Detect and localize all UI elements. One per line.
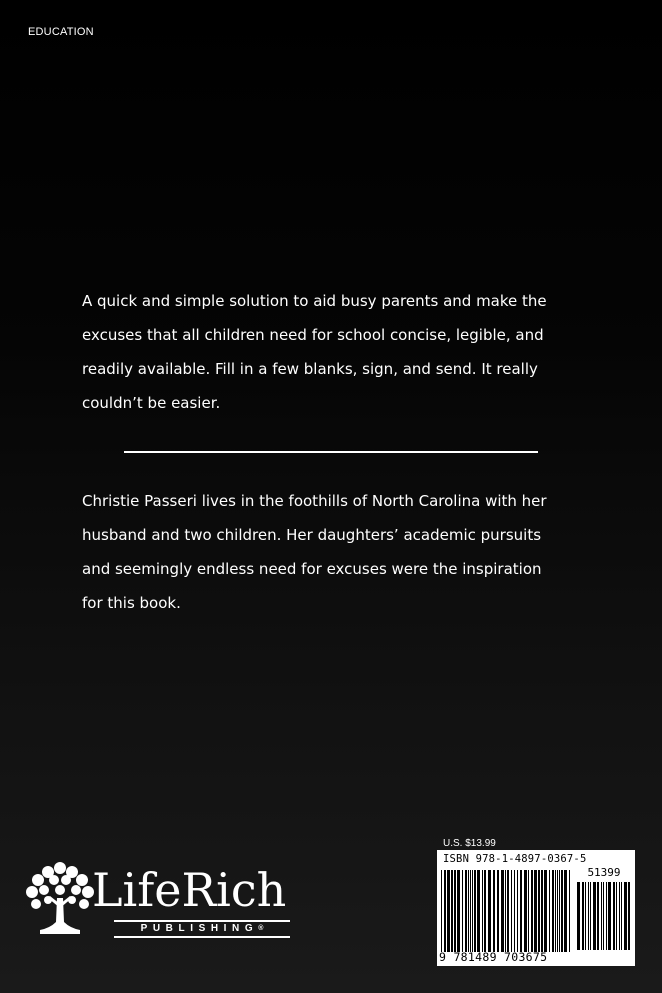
- isbn-barcode: [437, 850, 635, 966]
- barcode-bar: [561, 870, 563, 952]
- barcode-bar: [468, 870, 469, 952]
- barcode-bar: [501, 870, 504, 952]
- barcode-bar: [606, 882, 607, 950]
- barcode-bar: [514, 870, 515, 952]
- barcode-bar: [447, 870, 450, 952]
- barcode-bar: [597, 882, 599, 950]
- barcode-bar: [465, 870, 467, 952]
- barcode-bar: [462, 870, 463, 952]
- barcode-bar: [474, 870, 476, 952]
- tree-icon: [22, 858, 98, 944]
- barcode-bar: [621, 882, 622, 950]
- barcode-bar: [470, 870, 471, 952]
- barcode-bar: [482, 870, 483, 952]
- barcode-bar: [616, 882, 617, 950]
- publisher-tagline: [114, 920, 290, 938]
- barcode-bar: [531, 870, 533, 952]
- barcode-bar: [497, 870, 499, 952]
- ean-bars: [441, 870, 573, 952]
- isbn-label: ISBN 978-1-4897-0367-5: [443, 853, 587, 865]
- barcode-bar: [444, 870, 446, 952]
- author-bio: Christie Passeri lives in the foothills of North Carolina with her husband and two children. Her daughters’ academic pursuits and seemingly endless need for excuses were the inspiration for this book.: [82, 492, 547, 612]
- barcode-bar: [613, 882, 615, 950]
- tagline-text: PUBLISHING: [140, 923, 259, 934]
- barcode-bar: [590, 882, 591, 950]
- barcode-bar: [541, 870, 543, 952]
- publisher-logo: [22, 858, 302, 944]
- addon-bars: [577, 882, 631, 950]
- barcode-bar: [484, 870, 486, 952]
- barcode-bar: [493, 870, 495, 952]
- book-blurb: A quick and simple solution to aid busy parents and make the excuses that all children need for school concise, legible, and readily available. Fill in a few blanks, sign, and send. It really couldn’t be easier.: [82, 292, 547, 412]
- publisher-name: LifeRich: [92, 863, 287, 917]
- barcode-bar: [511, 870, 512, 952]
- barcode-bar: [454, 870, 456, 952]
- ean-digits: 9 781489 703675: [439, 950, 548, 964]
- barcode-bar: [564, 870, 567, 952]
- barcode-bar: [577, 882, 580, 950]
- barcode-bar: [569, 870, 570, 952]
- barcode-bar: [628, 882, 630, 950]
- barcode-bar: [555, 870, 556, 952]
- barcode-bar: [559, 870, 560, 952]
- barcode-bar: [505, 870, 506, 952]
- barcode-bar: [557, 870, 558, 952]
- barcode-bar: [544, 870, 547, 952]
- barcode-bar: [534, 870, 537, 952]
- barcode-bar: [588, 882, 589, 950]
- barcode-bar: [603, 882, 604, 950]
- barcode-bar: [451, 870, 453, 952]
- section-divider: [124, 451, 538, 453]
- barcode-bar: [624, 882, 627, 950]
- barcode-bar: [582, 882, 584, 950]
- category-label: EDUCATION: [28, 26, 94, 38]
- barcode-bar: [608, 882, 611, 950]
- price-label: U.S. $13.99: [443, 838, 496, 849]
- barcode-bar: [601, 882, 602, 950]
- barcode-bar: [549, 870, 550, 952]
- barcode-bar: [520, 870, 522, 952]
- registered-mark: ®: [258, 925, 264, 932]
- barcode-bar: [538, 870, 540, 952]
- barcode-bar: [488, 870, 491, 952]
- barcode-bar: [472, 870, 473, 952]
- barcode-bar: [552, 870, 554, 952]
- addon-digits: 51399: [587, 866, 621, 879]
- barcode-bar: [619, 882, 620, 950]
- barcode-bar: [477, 870, 480, 952]
- barcode-bar: [457, 870, 460, 952]
- barcode-bar: [524, 870, 527, 952]
- barcode-bar: [517, 870, 518, 952]
- barcode-bar: [585, 882, 586, 950]
- barcode-bar: [528, 870, 529, 952]
- barcode-bar: [593, 882, 596, 950]
- barcode-bar: [507, 870, 509, 952]
- barcode-bar: [441, 870, 442, 952]
